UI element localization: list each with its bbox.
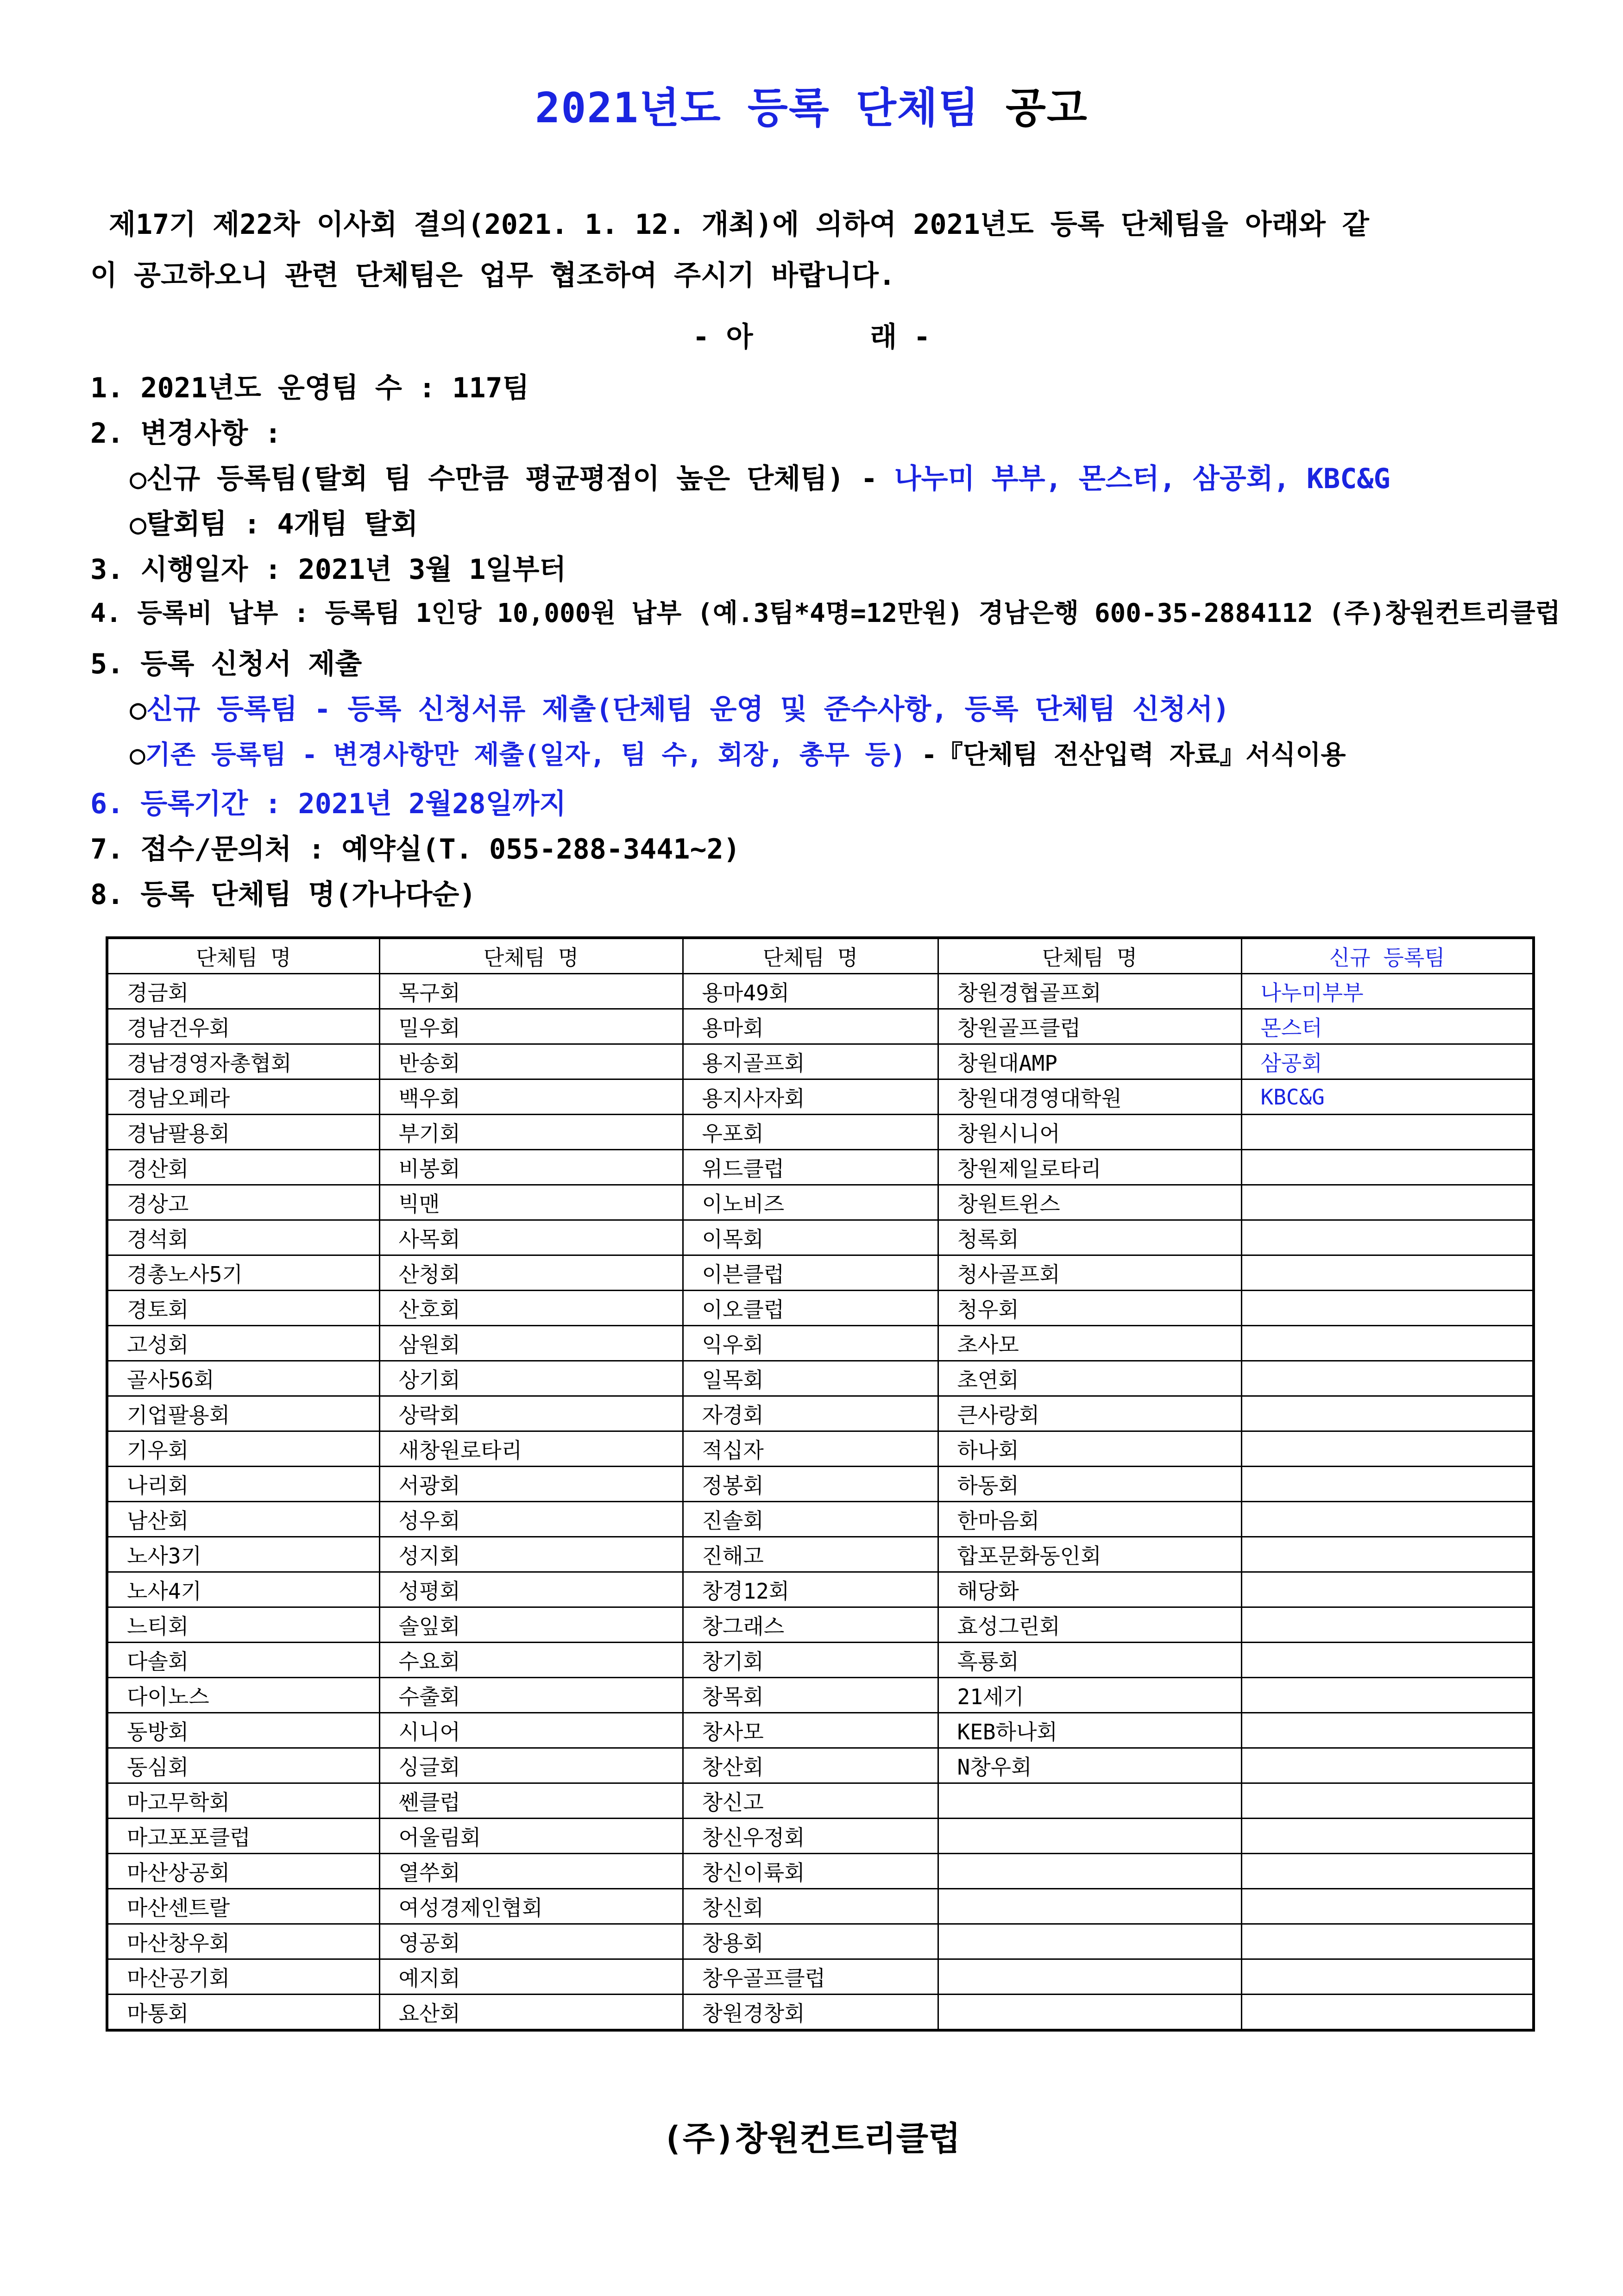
table-cell-new-team (1241, 1255, 1534, 1291)
table-row (107, 1079, 1534, 1115)
table-cell: 경석회 (107, 1220, 379, 1255)
item-1: 1. 2021년도 운영팀 수 : 117팀 (90, 372, 529, 404)
table-row (107, 1924, 1534, 1959)
table-row (107, 1502, 1534, 1537)
table-cell: 창원트윈스 (938, 1185, 1241, 1220)
table-row (107, 1959, 1534, 1995)
table-cell: 창신고 (683, 1783, 938, 1819)
table-row (107, 1431, 1534, 1467)
table-cell: 창신이륙회 (683, 1854, 938, 1889)
table-cell-new-team (1241, 1889, 1534, 1924)
table-cell: 노사4기 (107, 1572, 379, 1607)
table-cell: 창신우정회 (683, 1819, 938, 1854)
table-cell: 예지회 (379, 1959, 683, 1995)
table-cell: 창신회 (683, 1889, 938, 1924)
table-cell-new-team (1241, 1220, 1534, 1255)
table-cell: 동심회 (107, 1748, 379, 1783)
table-row (107, 1819, 1534, 1854)
issuer-name: (주)창원컨트리클럽 (662, 2119, 961, 2158)
table-cell: 용마회 (683, 1009, 938, 1044)
intro-paragraph (90, 199, 1531, 301)
table-cell: 효성그린회 (938, 1607, 1241, 1643)
table-cell-new-team (1241, 1150, 1534, 1185)
table-cell: 솔잎회 (379, 1607, 683, 1643)
table-cell-new-team (1241, 1748, 1534, 1783)
table-cell: 창우골프클럽 (683, 1959, 938, 1995)
table-cell: 창원경창회 (683, 1995, 938, 2031)
item-4: 4. 등록비 납부 : 등록팀 1인당 10,000원 납부 (예.3팀*4명=12만원) 경남은행 600-35-2884112 (주)창원컨트리클럽 (90, 598, 1560, 628)
table-cell: 창용회 (683, 1924, 938, 1959)
table-cell-new-team (1241, 1995, 1534, 2031)
table-cell: 위드클럽 (683, 1150, 938, 1185)
item-2a-new-teams: 나누미 부부, 몬스터, 삼공회, KBC&G (894, 463, 1390, 495)
table-cell: 해당화 (938, 1572, 1241, 1607)
table-row (107, 1255, 1534, 1291)
table-cell: 산호회 (379, 1291, 683, 1326)
table-cell-new-team (1241, 1643, 1534, 1678)
table-cell: 싱글회 (379, 1748, 683, 1783)
table-cell: 어울림회 (379, 1819, 683, 1854)
table-cell: 창원대경영대학원 (938, 1079, 1241, 1115)
notice-divider: - 아 래 - (692, 321, 931, 353)
table-row (107, 1713, 1534, 1748)
item-2a-text: ○신규 등록팀(탈회 팀 수만큼 평균평점이 높은 단체팀) - (130, 463, 894, 495)
table-cell-new-team (1241, 1361, 1534, 1396)
table-cell: 다솔회 (107, 1643, 379, 1678)
table-cell: 열쑤회 (379, 1854, 683, 1889)
table-cell-new-team (1241, 1819, 1534, 1854)
table-cell: 창목회 (683, 1678, 938, 1713)
column-header: 단체팀 명 (938, 938, 1241, 974)
table-cell (938, 1854, 1241, 1889)
table-cell: 큰사랑회 (938, 1396, 1241, 1431)
table-cell: 창원대AMP (938, 1044, 1241, 1079)
table-cell: 비봉회 (379, 1150, 683, 1185)
table-cell: 남산회 (107, 1502, 379, 1537)
table-cell: 마산공기회 (107, 1959, 379, 1995)
item-5b-marker: ○ (130, 740, 145, 770)
table-cell: 수요회 (379, 1643, 683, 1678)
table-cell: 서광회 (379, 1467, 683, 1502)
table-cell: 마산상공회 (107, 1854, 379, 1889)
table-cell: 이노비즈 (683, 1185, 938, 1220)
page-title (0, 74, 1623, 134)
table-cell-new-team (1241, 1185, 1534, 1220)
item-2b: ○탈회팀 : 4개팀 탈회 (130, 508, 418, 540)
table-cell: 기업팔용회 (107, 1396, 379, 1431)
table-cell: 산청회 (379, 1255, 683, 1291)
column-header: 단체팀 명 (379, 938, 683, 974)
item-2: 2. 변경사항 : (90, 417, 282, 450)
table-cell: 창사모 (683, 1713, 938, 1748)
item-3: 3. 시행일자 : 2021년 3월 1일부터 (90, 553, 566, 586)
table-cell: 창산회 (683, 1748, 938, 1783)
table-cell: 용마49회 (683, 974, 938, 1009)
item-7: 7. 접수/문의처 : 예약실(T. 055-288-3441~2) (90, 833, 740, 866)
table-row (107, 1537, 1534, 1572)
table-cell: 고성회 (107, 1326, 379, 1361)
table-cell: 청우회 (938, 1291, 1241, 1326)
table-cell: 용지사자회 (683, 1079, 938, 1115)
table-row (107, 1995, 1534, 2031)
table-row (107, 1643, 1534, 1678)
table-row (107, 1854, 1534, 1889)
table-cell-new-team (1241, 1959, 1534, 1995)
table-cell: 한마음회 (938, 1502, 1241, 1537)
table-row (107, 1326, 1534, 1361)
item-5b-text-black: -『단체팀 전산입력 자료』서식이용 (906, 740, 1346, 770)
table-cell: 성평회 (379, 1572, 683, 1607)
table-cell-new-team (1241, 1607, 1534, 1643)
table-cell: 경남오페라 (107, 1079, 379, 1115)
table-cell: 요산회 (379, 1995, 683, 2031)
table-cell: 마통회 (107, 1995, 379, 2031)
table-cell: 골사56회 (107, 1361, 379, 1396)
table-cell: 나리회 (107, 1467, 379, 1502)
item-5b (130, 734, 1346, 772)
team-roster-table (106, 936, 1535, 2032)
table-cell: 이오클럽 (683, 1291, 938, 1326)
table-cell: 동방회 (107, 1713, 379, 1748)
table-cell: 마고포포클럽 (107, 1819, 379, 1854)
item-5a-marker: ○ (130, 693, 147, 726)
table-cell: 흑룡회 (938, 1643, 1241, 1678)
column-header: 단체팀 명 (107, 938, 379, 974)
table-cell: 초연회 (938, 1361, 1241, 1396)
table-cell: 경토회 (107, 1291, 379, 1326)
table-cell-new-team (1241, 1713, 1534, 1748)
table-cell: 백우회 (379, 1079, 683, 1115)
table-row (107, 1009, 1534, 1044)
table-cell: 노사3기 (107, 1537, 379, 1572)
table-cell-new-team (1241, 1326, 1534, 1361)
table-cell: 느티회 (107, 1607, 379, 1643)
table-row (107, 1748, 1534, 1783)
item-5: 5. 등록 신청서 제출 (90, 648, 362, 680)
intro-line-2: 이 공고하오니 관련 단체팀은 업무 협조하여 주시기 바랍니다. (90, 259, 895, 292)
table-cell-new-team (1241, 1115, 1534, 1150)
table-cell: 쎈클럽 (379, 1783, 683, 1819)
table-cell: 성지회 (379, 1537, 683, 1572)
table-cell: 정봉회 (683, 1467, 938, 1502)
table-cell: 마고무학회 (107, 1783, 379, 1819)
table-cell: 청록회 (938, 1220, 1241, 1255)
table-cell: 시니어 (379, 1713, 683, 1748)
table-cell-new-team: 삼공회 (1241, 1044, 1534, 1079)
table-cell: 하동회 (938, 1467, 1241, 1502)
table-cell: 목구회 (379, 974, 683, 1009)
table-cell-new-team: KBC&G (1241, 1079, 1534, 1115)
table-row (107, 1396, 1534, 1431)
table-cell (938, 1889, 1241, 1924)
table-cell: 일목회 (683, 1361, 938, 1396)
item-5a-text: 신규 등록팀 - 등록 신청서류 제출(단체팀 운영 및 준수사항, 등록 단체팀 신청서) (146, 693, 1230, 726)
table-cell: 창그래스 (683, 1607, 938, 1643)
item-5b-text-blue: 기존 등록팀 - 변경사항만 제출(일자, 팀 수, 회장, 총무 등) (145, 740, 906, 770)
table-cell: 삼원회 (379, 1326, 683, 1361)
table-row (107, 1361, 1534, 1396)
table-cell: 진솔회 (683, 1502, 938, 1537)
table-cell: 수출회 (379, 1678, 683, 1713)
title-black-part: 공고 (1005, 84, 1088, 132)
table-cell-new-team (1241, 1572, 1534, 1607)
table-cell: 상락회 (379, 1396, 683, 1431)
intro-line-1: 제17기 제22차 이사회 결의(2021. 1. 12. 개최)에 의하여 2021년도 등록 단체팀을 아래와 같 (109, 208, 1369, 241)
table-cell: 21세기 (938, 1678, 1241, 1713)
table-cell: 경남건우회 (107, 1009, 379, 1044)
table-cell: 부기회 (379, 1115, 683, 1150)
table-cell: 우포회 (683, 1115, 938, 1150)
table-row (107, 1220, 1534, 1255)
table-row (107, 1467, 1534, 1502)
table-cell: 성우회 (379, 1502, 683, 1537)
table-cell-new-team (1241, 1924, 1534, 1959)
table-cell: 적십자 (683, 1431, 938, 1467)
table-cell: 새창원로타리 (379, 1431, 683, 1467)
table-cell: 창경12회 (683, 1572, 938, 1607)
table-cell: 창원골프클럽 (938, 1009, 1241, 1044)
table-cell: 여성경제인협회 (379, 1889, 683, 1924)
table-row (107, 1783, 1534, 1819)
table-row (107, 1572, 1534, 1607)
table-cell: 청사골프회 (938, 1255, 1241, 1291)
table-cell: 상기회 (379, 1361, 683, 1396)
table-cell-new-team (1241, 1678, 1534, 1713)
table-cell: N창우회 (938, 1748, 1241, 1783)
table-cell: 경금회 (107, 974, 379, 1009)
item-8: 8. 등록 단체팀 명(가나다순) (90, 878, 476, 911)
table-cell: 경상고 (107, 1185, 379, 1220)
table-cell: KEB하나회 (938, 1713, 1241, 1748)
table-cell-new-team (1241, 1502, 1534, 1537)
table-cell: 용지골프회 (683, 1044, 938, 1079)
table-cell: 초사모 (938, 1326, 1241, 1361)
table-cell: 밀우회 (379, 1009, 683, 1044)
table-cell: 이목회 (683, 1220, 938, 1255)
table-cell-new-team (1241, 1431, 1534, 1467)
table-cell: 창원제일로타리 (938, 1150, 1241, 1185)
table-cell-new-team (1241, 1854, 1534, 1889)
table-row (107, 1115, 1534, 1150)
table-cell-new-team (1241, 1537, 1534, 1572)
table-row (107, 1889, 1534, 1924)
table-row (107, 1044, 1534, 1079)
table-cell: 익우회 (683, 1326, 938, 1361)
table-cell: 창원경협골프회 (938, 974, 1241, 1009)
table-cell: 사목회 (379, 1220, 683, 1255)
table-cell: 빅맨 (379, 1185, 683, 1220)
column-header: 단체팀 명 (683, 938, 938, 974)
table-cell: 하나회 (938, 1431, 1241, 1467)
table-cell-new-team: 몬스터 (1241, 1009, 1534, 1044)
table-cell-new-team: 나누미부부 (1241, 974, 1534, 1009)
table-row (107, 1185, 1534, 1220)
table-cell-new-team (1241, 1291, 1534, 1326)
table-cell: 영공회 (379, 1924, 683, 1959)
table-cell: 경산회 (107, 1150, 379, 1185)
table-cell: 경남경영자총협회 (107, 1044, 379, 1079)
table-cell: 다이노스 (107, 1678, 379, 1713)
item-2a (130, 457, 1390, 496)
table-cell: 기우회 (107, 1431, 379, 1467)
table-cell (938, 1924, 1241, 1959)
table-cell: 마산창우회 (107, 1924, 379, 1959)
table-cell (938, 1995, 1241, 2031)
table-cell: 경총노사5기 (107, 1255, 379, 1291)
table-cell: 경남팔용회 (107, 1115, 379, 1150)
table-row (107, 974, 1534, 1009)
table-cell (938, 1783, 1241, 1819)
table-cell-new-team (1241, 1467, 1534, 1502)
table-row (107, 1678, 1534, 1713)
column-header-new-teams: 신규 등록팀 (1241, 938, 1534, 974)
table-row (107, 1291, 1534, 1326)
item-6: 6. 등록기간 : 2021년 2월28일까지 (90, 788, 566, 820)
table-cell: 진해고 (683, 1537, 938, 1572)
table-cell: 창기회 (683, 1643, 938, 1678)
table-cell: 이븐클럽 (683, 1255, 938, 1291)
table-row (107, 1150, 1534, 1185)
table-cell (938, 1819, 1241, 1854)
table-row (107, 1607, 1534, 1643)
table-cell-new-team (1241, 1396, 1534, 1431)
table-cell: 자경회 (683, 1396, 938, 1431)
table-cell: 반송회 (379, 1044, 683, 1079)
table-cell-new-team (1241, 1783, 1534, 1819)
table-header-row (107, 938, 1534, 974)
table-cell: 마산센트랄 (107, 1889, 379, 1924)
table-cell: 창원시니어 (938, 1115, 1241, 1150)
title-blue-part: 2021년도 등록 단체팀 (535, 84, 980, 132)
table-cell: 합포문화동인회 (938, 1537, 1241, 1572)
table-cell (938, 1959, 1241, 1995)
item-5a (130, 687, 1230, 727)
